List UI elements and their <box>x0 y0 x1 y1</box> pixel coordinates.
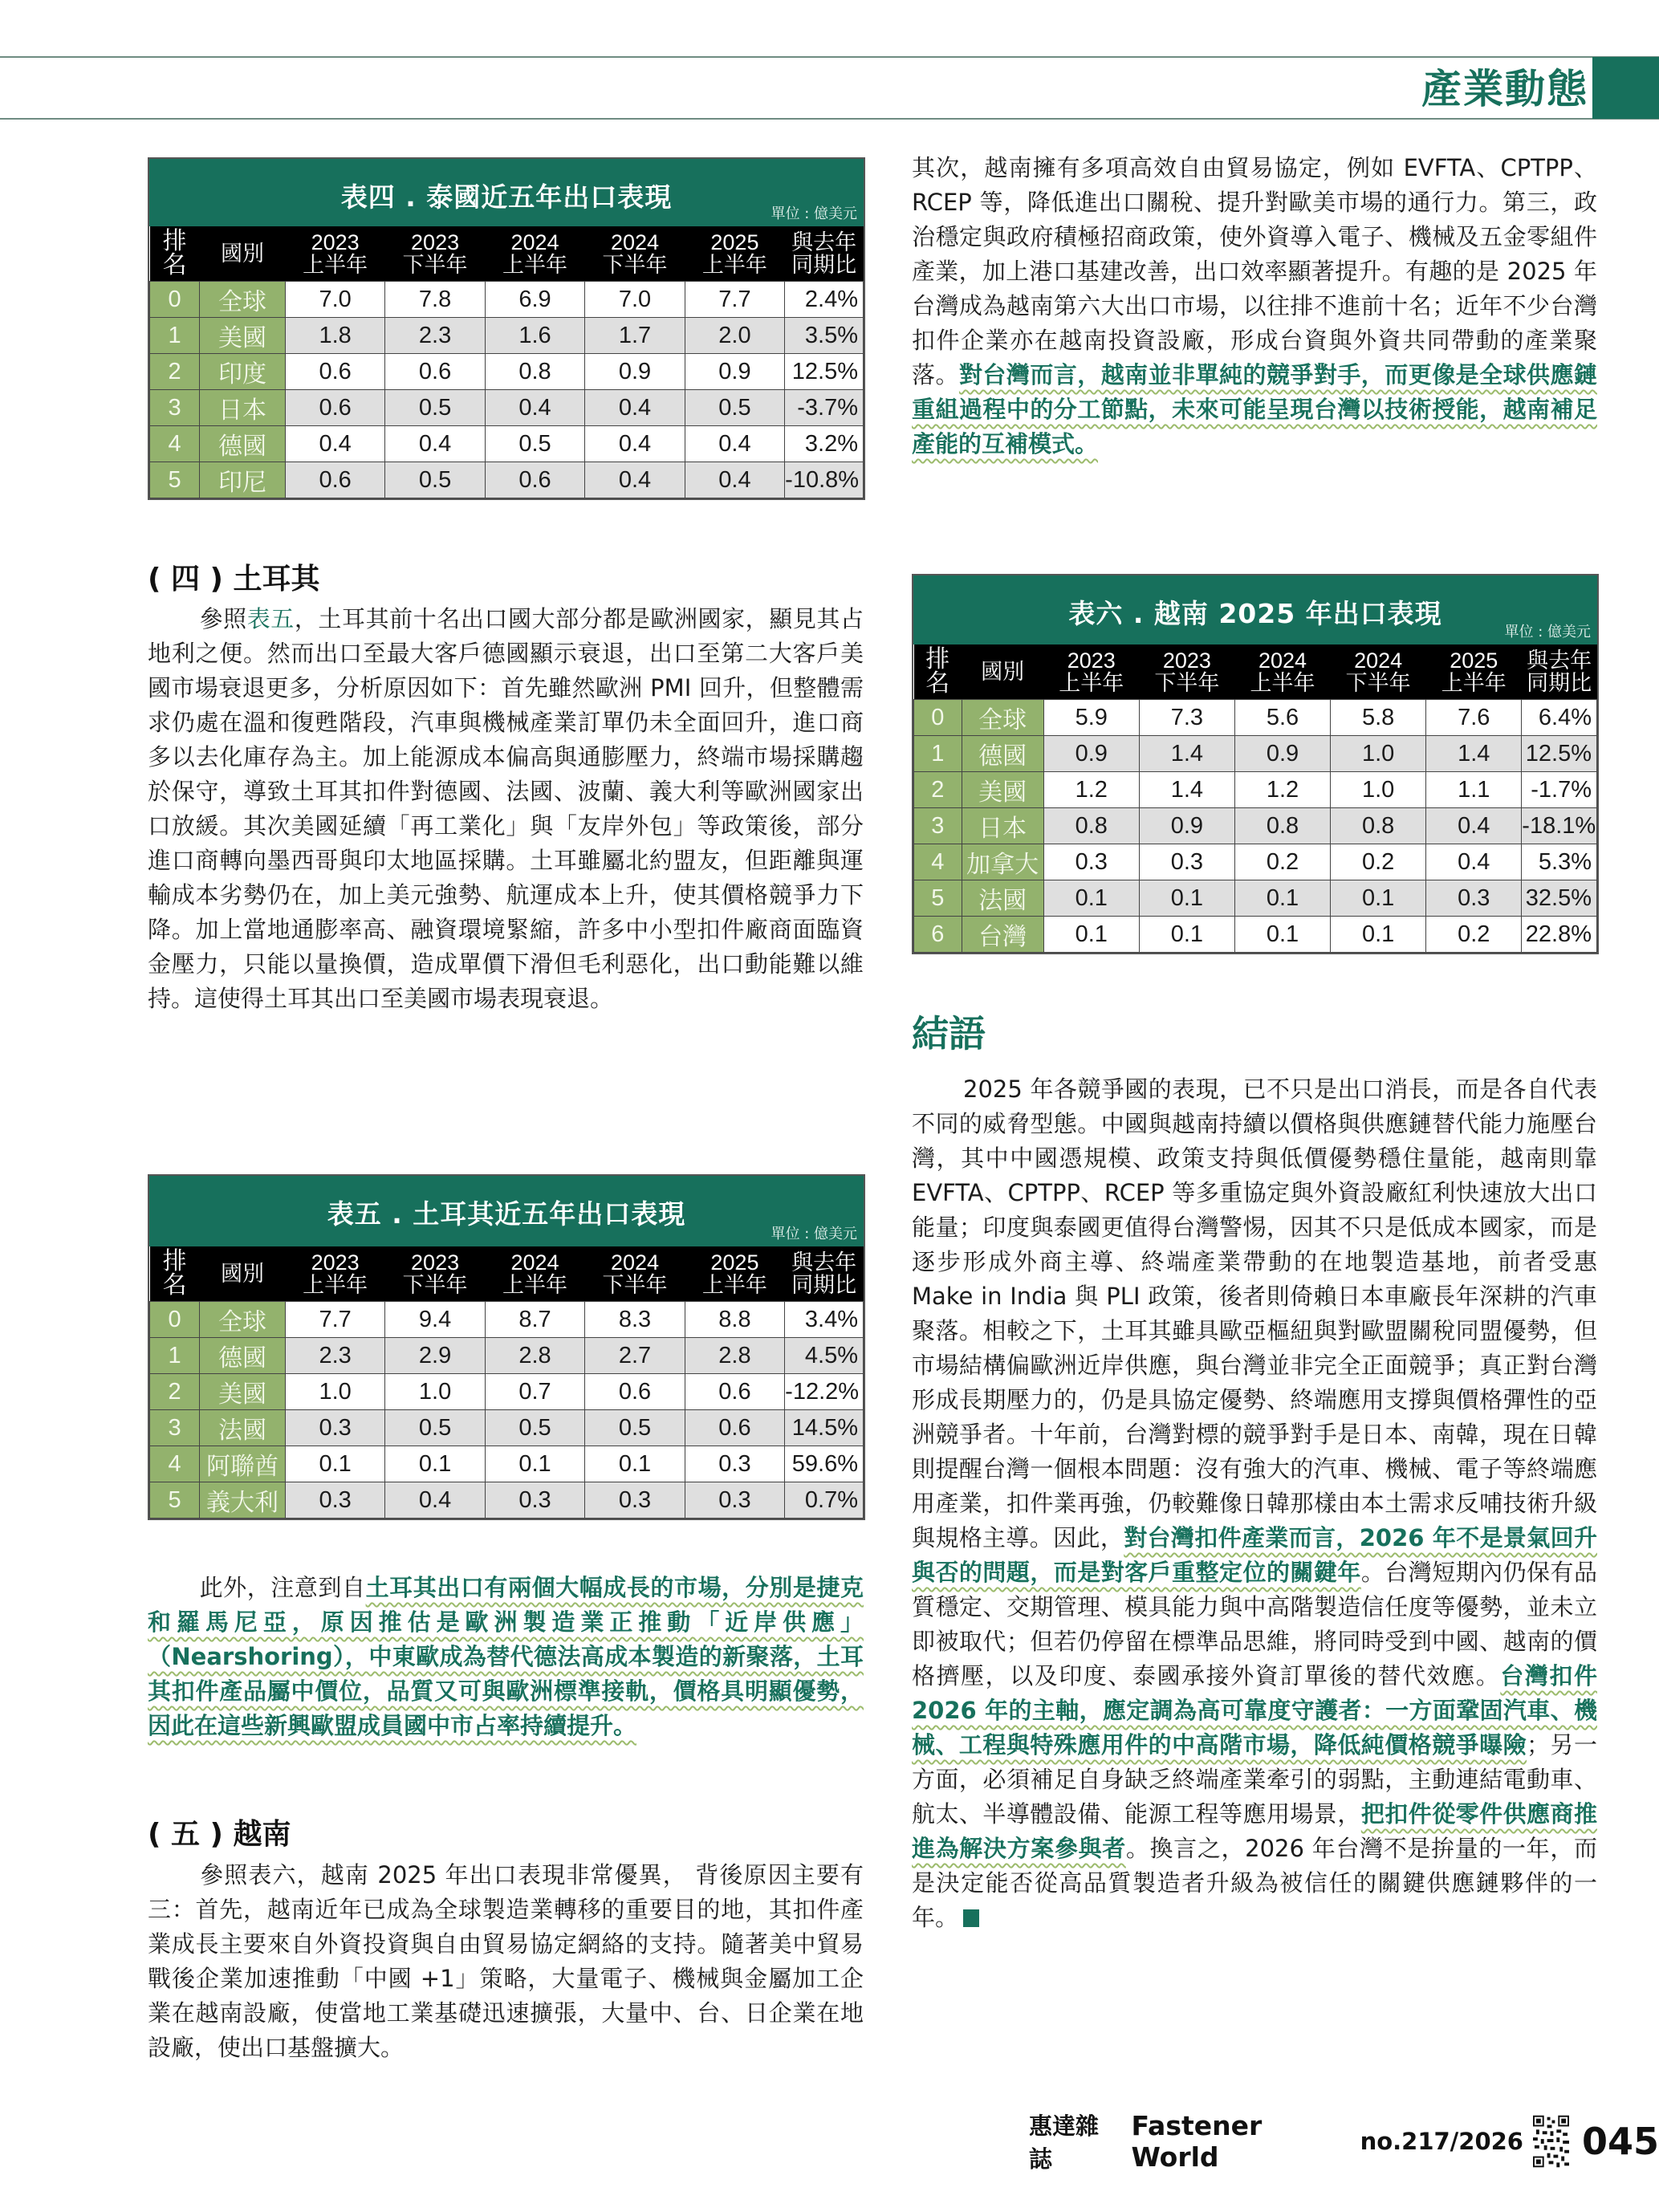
cell-value: 0.4 <box>685 462 784 498</box>
text: 參照 <box>199 605 247 632</box>
cell-value: 8.7 <box>485 1302 584 1338</box>
cell-value: 1.0 <box>285 1374 384 1410</box>
cell-value: 0.2 <box>1426 917 1522 953</box>
cell-value: 8.3 <box>585 1302 685 1338</box>
cell-value: 0.4 <box>1426 808 1522 844</box>
header-yoy: 與去年 同期比 <box>785 226 864 282</box>
header-rank: 排 名 <box>150 226 200 282</box>
cell-value: 0.5 <box>385 1410 485 1446</box>
header-period: 2023 上半年 <box>285 226 384 282</box>
cell-rank: 0 <box>150 282 200 318</box>
cell-value: 0.8 <box>1234 808 1330 844</box>
header-rule-top <box>0 56 1659 58</box>
cell-value: 1.7 <box>585 318 685 354</box>
header-period: 2024 下半年 <box>1331 644 1426 700</box>
cell-rank: 5 <box>150 1482 200 1519</box>
table-row <box>914 772 1597 808</box>
cell-value: 0.6 <box>585 1374 685 1410</box>
table-row <box>914 844 1597 880</box>
cell-value: 0.6 <box>685 1374 784 1410</box>
cell-value: 1.6 <box>485 318 584 354</box>
cell-value: 7.3 <box>1139 700 1234 736</box>
heading-turkey: ( 四 ) 土耳其 <box>148 563 320 596</box>
magazine-name-en: Fastener World <box>1131 2110 1263 2173</box>
text: 。換言之，2026 年台灣不是拚量的一年，而是決定能否從高品質製造者升級為被信任的關鍵供應鏈夥伴的一年。 <box>912 1835 1597 1931</box>
cell-country: 美國 <box>200 1374 286 1410</box>
header-accent-block <box>1592 57 1659 119</box>
cell-value: 1.4 <box>1139 736 1234 772</box>
cell-value: 1.0 <box>1331 736 1426 772</box>
header-period: 2024 上半年 <box>485 226 584 282</box>
cell-value: 0.6 <box>685 1410 784 1446</box>
cell-value: 0.6 <box>485 462 584 498</box>
header-country: 國別 <box>200 1246 286 1302</box>
data-table <box>913 644 1597 953</box>
header-period: 2023 上半年 <box>285 1246 384 1302</box>
qr-code-icon[interactable] <box>1533 2115 1569 2168</box>
section-label: 產業動態 <box>1421 66 1588 112</box>
table-title: 表四 . 泰國近五年出口表現 <box>340 181 673 213</box>
table-unit: 單位 : 億美元 <box>771 205 857 222</box>
cell-value: 1.8 <box>285 318 384 354</box>
cell-value: 0.5 <box>685 390 784 426</box>
table-row <box>914 736 1597 772</box>
cell-value: 1.0 <box>1331 772 1426 808</box>
header-period: 2023 下半年 <box>385 226 485 282</box>
cell-country: 日本 <box>200 390 286 426</box>
cell-value: 7.0 <box>285 282 384 318</box>
cell-value: 5.6 <box>1234 700 1330 736</box>
cell-yoy: -1.7% <box>1522 772 1597 808</box>
text: 此外，注意到自 <box>199 1574 366 1601</box>
table-row <box>150 1482 864 1519</box>
cell-country: 德國 <box>200 426 286 462</box>
cell-country: 印度 <box>200 354 286 390</box>
cell-value: 0.6 <box>285 390 384 426</box>
table-row <box>914 917 1597 953</box>
table-row <box>914 808 1597 844</box>
paragraph-vietnam-2 <box>912 151 1597 462</box>
header-period: 2024 上半年 <box>485 1246 584 1302</box>
cell-value: 0.4 <box>385 1482 485 1519</box>
table-row <box>150 354 864 390</box>
paragraph-turkey-1 <box>148 602 864 1016</box>
cell-value: 0.3 <box>1043 844 1139 880</box>
cell-value: 0.4 <box>1426 844 1522 880</box>
cell-value: 0.6 <box>285 354 384 390</box>
header-rank: 排 名 <box>150 1246 200 1302</box>
cell-value: 0.3 <box>285 1482 384 1519</box>
cell-value: 0.3 <box>485 1482 584 1519</box>
table-row <box>150 462 864 498</box>
cell-value: 0.1 <box>1043 880 1139 917</box>
cell-value: 9.4 <box>385 1302 485 1338</box>
table-title: 表六 . 越南 2025 年出口表現 <box>1068 598 1442 629</box>
table-row <box>150 1338 864 1374</box>
cell-value: 5.9 <box>1043 700 1139 736</box>
cell-value: 0.5 <box>485 426 584 462</box>
text: 2025 年各競爭國的表現，已不只是出口消長，而是各自代表不同的威脅型態。中國與越南持續以價格與供應鏈替代能力施壓台灣，其中中國憑規模、政策支持與低價優勢穩住量能，越南則靠 EVFTA、CPTPP、RCEP 等多重協定與外資設廠紅利快速放大出口能量；印度與泰國更值得台灣警惕，因其不只是低成本國家，而是逐步形成外商主導、終端產業帶動的在地製造基地，前者受惠 Make in India 與 PLI 政策，後者則倚賴日本車廠長年深耕的汽車聚落。相較之下，土耳其雖具歐亞樞紐與對歐盟關稅同盟優勢，但市場結構偏歐洲近岸供應，與台灣並非完全正面競爭；真正對台灣形成長期壓力的，仍是具協定優勢、終端應用支撐與價格彈性的亞洲競爭者。十年前，台灣對標的競爭對手是日本、南韓，現在日韓則提醒台灣一個根本問題：沒有強大的汽車、機械、電子等終端應用產業，扣件業再強，仍較難像日韓那樣由本土需求反哺技術升級與規格主導。因此， <box>912 1076 1597 1551</box>
cell-yoy: 6.4% <box>1522 700 1597 736</box>
cell-value: 0.6 <box>385 354 485 390</box>
cell-rank: 2 <box>150 354 200 390</box>
cell-value: 0.1 <box>585 1446 685 1482</box>
cell-value: 2.9 <box>385 1338 485 1374</box>
cell-value: 0.4 <box>685 426 784 462</box>
header-country: 國別 <box>200 226 286 282</box>
cell-rank: 3 <box>150 1410 200 1446</box>
cell-rank: 5 <box>150 462 200 498</box>
cell-value: 0.1 <box>1234 880 1330 917</box>
cell-rank: 3 <box>914 808 962 844</box>
table-vietnam-exports <box>912 574 1599 954</box>
cell-country: 德國 <box>200 1338 286 1374</box>
data-table <box>149 1246 864 1519</box>
cell-value: 0.3 <box>285 1410 384 1446</box>
table-header-row <box>150 1246 864 1302</box>
cell-country: 印尼 <box>200 462 286 498</box>
table-unit: 單位 : 億美元 <box>771 1226 857 1242</box>
cell-country: 日本 <box>962 808 1043 844</box>
cell-country: 美國 <box>962 772 1043 808</box>
cell-value: 1.4 <box>1426 736 1522 772</box>
cell-value: 2.0 <box>685 318 784 354</box>
cell-country: 全球 <box>962 700 1043 736</box>
cell-rank: 5 <box>914 880 962 917</box>
cell-yoy: 14.5% <box>785 1410 864 1446</box>
cell-value: 0.7 <box>485 1374 584 1410</box>
cell-value: 0.4 <box>585 426 685 462</box>
cell-value: 2.3 <box>385 318 485 354</box>
cell-value: 0.1 <box>385 1446 485 1482</box>
cell-value: 0.1 <box>1234 917 1330 953</box>
table-header-row <box>150 226 864 282</box>
cell-value: 0.8 <box>1043 808 1139 844</box>
cell-value: 0.1 <box>485 1446 584 1482</box>
table-title-bar <box>913 575 1597 644</box>
paragraph-conclusion <box>912 1072 1597 1935</box>
header-period: 2024 下半年 <box>585 226 685 282</box>
cell-country: 美國 <box>200 318 286 354</box>
cell-rank: 6 <box>914 917 962 953</box>
table-title-bar <box>149 1176 864 1246</box>
table-turkey-exports <box>148 1174 865 1520</box>
cell-value: 7.8 <box>385 282 485 318</box>
cell-value: 0.4 <box>285 426 384 462</box>
highlight-text: 土耳其出口有兩個大幅成長的市場，分別是捷克和羅馬尼亞，原因推估是歐洲製造業正推動「近岸供應」（Nearshoring），中東歐成為替代德法高成本製造的新聚落，土耳其扣件產品屬中價位，品質又可與歐洲標準接軌，價格具明顯優勢，因此在這些新興歐盟成員國中市占率持續提升。 <box>148 1574 864 1739</box>
cell-yoy: -12.2% <box>785 1374 864 1410</box>
cell-value: 1.2 <box>1234 772 1330 808</box>
cell-value: 7.6 <box>1426 700 1522 736</box>
cell-value: 0.9 <box>685 354 784 390</box>
cell-value: 0.9 <box>585 354 685 390</box>
table-row <box>914 700 1597 736</box>
cell-yoy: 12.5% <box>785 354 864 390</box>
highlight-text: 把扣件從零件供應商推進為解決方案參與者 <box>912 1800 1597 1862</box>
cell-value: 0.8 <box>485 354 584 390</box>
highlight-text: 對台灣扣件產業而言，2026 年不是景氣回升與否的問題，而是對客戶重整定位的關鍵年 <box>912 1524 1597 1586</box>
table-title-bar <box>149 159 864 226</box>
cell-value: 0.5 <box>385 462 485 498</box>
cell-value: 8.8 <box>685 1302 784 1338</box>
cell-value: 0.6 <box>285 462 384 498</box>
page-footer <box>1029 2110 1659 2173</box>
cell-value: 7.0 <box>585 282 685 318</box>
header-yoy: 與去年 同期比 <box>785 1246 864 1302</box>
table-row <box>914 880 1597 917</box>
cell-yoy: 0.7% <box>785 1482 864 1519</box>
header-period: 2025 上半年 <box>685 226 784 282</box>
cell-value: 0.9 <box>1043 736 1139 772</box>
cell-value: 0.5 <box>585 1410 685 1446</box>
cell-value: 0.1 <box>285 1446 384 1482</box>
cell-rank: 0 <box>150 1302 200 1338</box>
cell-value: 0.4 <box>585 390 685 426</box>
cell-yoy: 3.5% <box>785 318 864 354</box>
cell-value: 0.3 <box>585 1482 685 1519</box>
cell-yoy: -10.8% <box>785 462 864 498</box>
cell-rank: 1 <box>150 318 200 354</box>
cell-value: 0.3 <box>685 1446 784 1482</box>
end-mark-icon <box>963 1909 979 1927</box>
cell-value: 0.4 <box>485 390 584 426</box>
table-thailand-exports <box>148 157 865 500</box>
cell-yoy: 32.5% <box>1522 880 1597 917</box>
cell-value: 0.9 <box>1139 808 1234 844</box>
cell-value: 2.7 <box>585 1338 685 1374</box>
table-title: 表五 . 土耳其近五年出口表現 <box>327 1198 686 1230</box>
highlight-text: 對台灣而言，越南並非單純的競爭對手，而更像是全球供應鏈重組過程中的分工節點，未來可能呈現台灣以技術授能，越南補足產能的互補模式。 <box>912 361 1597 457</box>
paragraph-turkey-2 <box>148 1571 864 1743</box>
header-rule-bottom <box>0 118 1659 120</box>
issue-number: no.217/2026 <box>1360 2128 1523 2155</box>
cell-value: 2.8 <box>485 1338 584 1374</box>
cell-value: 0.1 <box>1331 917 1426 953</box>
cell-country: 全球 <box>200 1302 286 1338</box>
cell-value: 7.7 <box>285 1302 384 1338</box>
cell-value: 1.4 <box>1139 772 1234 808</box>
cell-value: 0.1 <box>1139 880 1234 917</box>
text: 其次，越南擁有多項高效自由貿易協定，例如 EVFTA、CPTPP、RCEP 等，降低進出口關稅、提升對歐美市場的通行力。第三，政治穩定與政府積極招商政策，使外資導入電子、機械及五金零組件產業，加上港口基建改善，出口效率顯著提升。有趣的是 2025 年台灣成為越南第六大出口市場，以往排不進前十名；近年不少台灣扣件企業亦在越南投資設廠，形成台資與外資共同帶動的產業聚落。 <box>912 154 1597 388</box>
header-period: 2025 上半年 <box>685 1246 784 1302</box>
cell-yoy: 2.4% <box>785 282 864 318</box>
cell-rank: 0 <box>914 700 962 736</box>
header-period: 2024 下半年 <box>585 1246 685 1302</box>
data-table <box>149 226 864 498</box>
cell-value: 0.4 <box>385 426 485 462</box>
header-period: 2023 下半年 <box>1139 644 1234 700</box>
cell-value: 0.1 <box>1331 880 1426 917</box>
heading-conclusion: 結語 <box>912 1012 986 1055</box>
table-header-row <box>914 644 1597 700</box>
table-row <box>150 1410 864 1446</box>
header-period: 2025 上半年 <box>1426 644 1522 700</box>
cell-value: 0.2 <box>1331 844 1426 880</box>
paragraph-vietnam-1 <box>148 1858 864 2065</box>
cell-yoy: 3.2% <box>785 426 864 462</box>
cell-value: 1.2 <box>1043 772 1139 808</box>
header-rank: 排 名 <box>914 644 962 700</box>
link-table5[interactable]: 表五 <box>246 605 295 632</box>
highlight-text: 台灣扣件 2026 年的主軸，應定調為高可靠度守護者：一方面鞏固汽車、機械、工程與特殊應用件的中高階市場，降低純價格競爭曝險 <box>912 1662 1597 1759</box>
cell-value: 0.3 <box>685 1482 784 1519</box>
cell-yoy: 22.8% <box>1522 917 1597 953</box>
header-yoy: 與去年 同期比 <box>1522 644 1597 700</box>
cell-rank: 1 <box>914 736 962 772</box>
table-unit: 單位 : 億美元 <box>1504 624 1591 640</box>
cell-rank: 4 <box>150 426 200 462</box>
cell-rank: 2 <box>914 772 962 808</box>
cell-value: 2.8 <box>685 1338 784 1374</box>
cell-country: 法國 <box>962 880 1043 917</box>
magazine-name-cn: 惠達雜誌 <box>1029 2112 1100 2173</box>
cell-country: 義大利 <box>200 1482 286 1519</box>
cell-value: 0.1 <box>1139 917 1234 953</box>
cell-value: 1.0 <box>385 1374 485 1410</box>
cell-country: 全球 <box>200 282 286 318</box>
cell-value: 7.7 <box>685 282 784 318</box>
cell-country: 台灣 <box>962 917 1043 953</box>
cell-value: 0.5 <box>385 390 485 426</box>
cell-rank: 4 <box>914 844 962 880</box>
header-period: 2023 上半年 <box>1043 644 1139 700</box>
cell-value: 0.5 <box>485 1410 584 1446</box>
table-row <box>150 1374 864 1410</box>
cell-value: 0.1 <box>1043 917 1139 953</box>
cell-country: 法國 <box>200 1410 286 1446</box>
cell-yoy: 12.5% <box>1522 736 1597 772</box>
cell-value: 0.3 <box>1426 880 1522 917</box>
cell-country: 加拿大 <box>962 844 1043 880</box>
cell-value: 0.8 <box>1331 808 1426 844</box>
table-row <box>150 282 864 318</box>
cell-yoy: 59.6% <box>785 1446 864 1482</box>
cell-value: 1.1 <box>1426 772 1522 808</box>
table-row <box>150 318 864 354</box>
cell-country: 阿聯酋 <box>200 1446 286 1482</box>
cell-rank: 1 <box>150 1338 200 1374</box>
cell-yoy: 3.4% <box>785 1302 864 1338</box>
text: ；另一方面，必須補足自身缺乏終端產業牽引的弱點，主動連結電動車、航太、半導體設備、能源工程等應用場景， <box>912 1731 1597 1828</box>
table-row <box>150 1446 864 1482</box>
cell-value: 0.3 <box>1139 844 1234 880</box>
table-row <box>150 390 864 426</box>
text: 參照表六，越南 2025 年出口表現非常優異， 背後原因主要有三：首先，越南近年已成為全球製造業轉移的重要目的地，其扣件產業成長主要來自外資投資與自由貿易協定網絡的支持。隨著美中貿易戰後企業加速推動「中國 +1」策略，大量電子、機械與金屬加工企業在越南設廠，使當地工業基礎迅速擴張，大量中、台、日企業在地設廠，使出口基盤擴大。 <box>148 1861 864 2061</box>
cell-value: 5.8 <box>1331 700 1426 736</box>
cell-yoy: -18.1% <box>1522 808 1597 844</box>
text: ，土耳其前十名出口國大部分都是歐洲國家，顯見其占地利之便。然而出口至最大客戶德國顯示衰退，出口至第二大客戶美國市場衰退更多，分析原因如下：首先雖然歐洲 PMI 回升，但整體需求仍處在溫和復甦階段，汽車與機械產業訂單仍未全面回升，進口商多以去化庫存為主。加上能源成本偏高與通膨壓力，終端市場採購趨於保守，導致土耳其扣件對德國、法國、波蘭、義大利等歐洲國家出口放緩。其次美國延續「再工業化」與「友岸外包」等政策後，部分進口商轉向墨西哥與印太地區採購。土耳雖屬北約盟友，但距離與運輸成本劣勢仍在，加上美元強勢、航運成本上升，使其價格競爭力下降。加上當地通膨率高、融資環境緊縮，許多中小型扣件廠商面臨資金壓力，只能以量換價，造成單價下滑但毛利惡化，出口動能難以維持。這使得土耳其出口至美國市場表現衰退。 <box>148 605 864 1012</box>
cell-rank: 3 <box>150 390 200 426</box>
cell-value: 6.9 <box>485 282 584 318</box>
cell-country: 德國 <box>962 736 1043 772</box>
cell-value: 0.4 <box>585 462 685 498</box>
table-row <box>150 1302 864 1338</box>
cell-yoy: -3.7% <box>785 390 864 426</box>
page-number: 045 <box>1581 2120 1659 2163</box>
header-period: 2024 上半年 <box>1234 644 1330 700</box>
cell-rank: 2 <box>150 1374 200 1410</box>
header-period: 2023 下半年 <box>385 1246 485 1302</box>
heading-vietnam: ( 五 ) 越南 <box>148 1818 291 1851</box>
cell-value: 2.3 <box>285 1338 384 1374</box>
table-row <box>150 426 864 462</box>
cell-yoy: 5.3% <box>1522 844 1597 880</box>
cell-value: 0.9 <box>1234 736 1330 772</box>
cell-yoy: 4.5% <box>785 1338 864 1374</box>
header-country: 國別 <box>962 644 1043 700</box>
cell-rank: 4 <box>150 1446 200 1482</box>
cell-value: 0.2 <box>1234 844 1330 880</box>
text: 。台灣短期內仍保有品質穩定、交期管理、模具能力與中高階製造信任度等優勢，並未立即被取代；但若仍停留在標準品思維，將同時受到中國、越南的價格擠壓，以及印度、泰國承接外資訂單後的替代效應。 <box>912 1559 1597 1689</box>
